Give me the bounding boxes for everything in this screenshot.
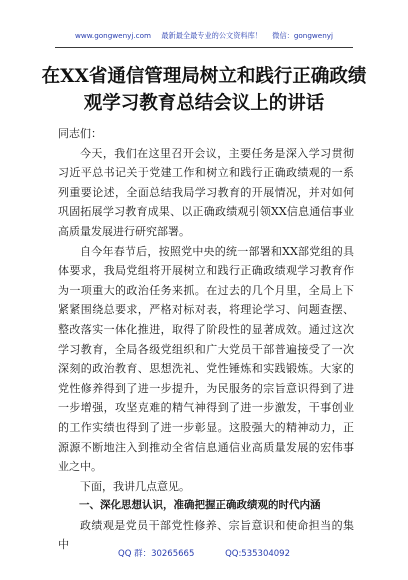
header-divider [55,47,353,48]
paragraph-3: 下面，我讲几点意见。 [80,479,190,493]
paragraph-4: 政绩观是党员干部党性修养、宗旨意识和使命担当的集中 [58,518,354,552]
header-wechat: 微信：gongwenyj [272,31,334,40]
header-slogan: 最新最全最专业的公文资料库！ [161,31,262,40]
salutation: 同志们： [58,127,102,140]
section-heading-1: 一、深化思想认识，准确把握正确政绩观的时代内涵 [79,499,321,512]
paragraph-1: 今天，我们在这里召开会议，主要任务是深入学习贯彻习近平总书记关于党建工作和树立和践行正确政绩观的一系列重要论述，全面总结我局学习教育的开展情况，并对如何巩固拓展学习教育成果、以正确政绩观引领XX信息通信事业高质量发展进行研究部署。 [58,146,354,238]
document-body [58,124,354,555]
document-title: 在XX省通信管理局树立和践行正确政绩观学习教育总结会议上的讲话 [41,66,367,114]
page-footer [0,547,408,559]
footer-qq-group: QQ 群：30265665 [118,549,195,559]
page-header [0,31,408,41]
footer-qq: QQ:535304092 [225,549,290,559]
paragraph-2: 自今年春节后，按照党中央的统一部署和XX部党组的具体要求，我局党组将开展树立和践行正确政绩观学习教育作为一项重大的政治任务来抓。在过去的几个月里，全局上下紧紧围绕总要求，严格对标对表，将理论学习、问题查摆、整改落实一体化推进，取得了阶段性的显著成效。通过这次学习教育，全局各级党组织和广大党员干部普遍接受了一次深刻的政治教育、思想洗礼、党性锤炼和实践锻炼。大家的党性修养得到了进一步提升，为民服务的宗旨意识得到了进一步增强，攻坚克难的精气神得到了进一步激发，干事创业的工作实绩也得到了进一步彰显。这股强大的精神动力，正源源不断地注入到推动全省信息通信业高质量发展的宏伟事业之中。 [58,244,354,474]
header-website: www.gongwenyj.com [74,31,152,40]
